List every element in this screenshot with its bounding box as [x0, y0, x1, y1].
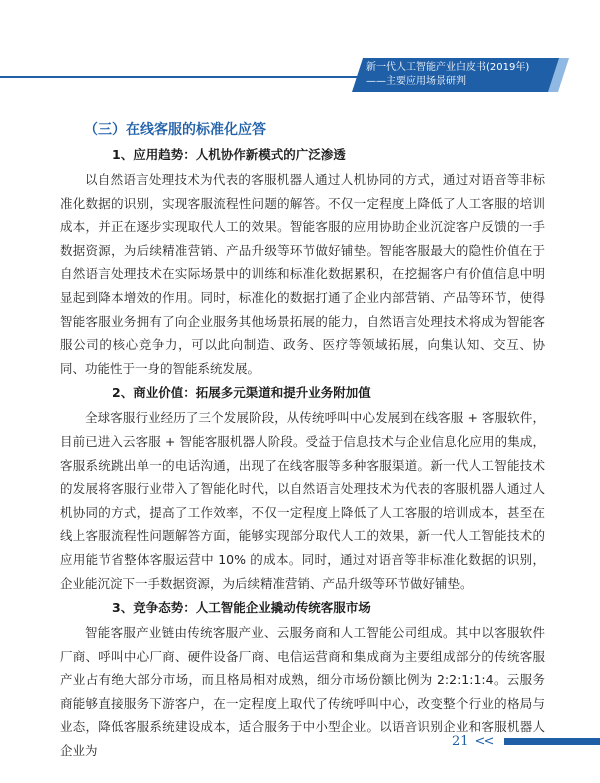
header-title — [366, 61, 546, 89]
paragraph-2: 全球客服行业经历了三个发展阶段，从传统呼叫中心发展到在线客服 + 客服软件，目前已进入云客服 + 智能客服机器人阶段。受益于信息技术与企业信息化应用的集成，客服系统跳出单一的电话沟通，出现了在线客服等多种客服渠道。新一代人工智能技术的发展将客服行业带入了智能化时代，以自然语言处理技术为代表的客服机器人通过人机协同的方式，提高了工作效率，不仅一定程度上降低了人工客服的培训成本，甚至在线上客服流程性问题解答方面，能够实现部分取代人工的效果，新一代人工智能技术的应用能节省整体客服运营中 10% 的成本。同时，通过对语音等非标准化数据的识别，企业能沉淀下一手数据资源，为后续精准营销、产品升级等环节做好铺垫。 — [60, 410, 545, 591]
header-title-line2: ——主要应用场景研判 — [366, 76, 466, 87]
header-rule — [0, 76, 360, 78]
subsection-title-2: 2、商业价值：拓展多元渠道和提升业务附加值 — [112, 385, 371, 401]
header-title-line1: 新一代人工智能产业白皮书(2019年) — [366, 62, 530, 73]
footer-bar — [504, 738, 600, 745]
page-number-value: 21 — [452, 734, 469, 749]
subsection-title-3: 3、竞争态势：人工智能企业撬动传统客服市场 — [112, 600, 371, 616]
subsection-title-1: 1、应用趋势：人机协作新模式的广泛渗透 — [112, 147, 346, 162]
page-body — [60, 120, 545, 767]
double-chevron-left-icon: << — [474, 734, 493, 749]
section-title: （三）在线客服的标准化应答 — [84, 122, 266, 138]
paragraph-1: 以自然语言处理技术为代表的客服机器人通过人机协同的方式，通过对语音等非标准化数据的识别，实现客服流程性问题的解答。不仅一定程度上降低了人工客服的培训成本，并正在逐步实现取代人工的效果。智能客服的应用协助企业沉淀客户反馈的一手数据资源，为后续精准营销、产品升级等环节做好铺垫。智能客服最大的隐性价值在于自然语言处理技术在实际场景中的训练和标准化数据累积，在挖掘客户有价值信息中明显起到降本增效的作用。同时，标准化的数据打通了企业内部营销、产品等环节，使得智能客服业务拥有了向企业服务其他场景拓展的能力，自然语言处理技术将成为智能客服公司的核心竞争力，可以此向制造、政务、医疗等领域拓展，向集认知、交互、协同、功能性于一身的智能系统发展。 — [60, 172, 545, 376]
paragraph-3: 智能客服产业链由传统客服产业、云服务商和人工智能公司组成。其中以客服软件厂商、呼叫中心厂商、硬件设备厂商、电信运营商和集成商为主要组成部分的传统客服产业占有绝大部分市场，而且格局相对成熟，细分市场份额比例为 2:2:1:1:4。云服务商能够直接服务下游客户，在一定程度上取代了传统呼叫中心，改变整个行业的格局与业态，降低客服系统建设成本，适合服务于中小型企业。以语音识别企业和客服机器人企业为 — [60, 625, 545, 759]
page-number — [452, 734, 492, 749]
